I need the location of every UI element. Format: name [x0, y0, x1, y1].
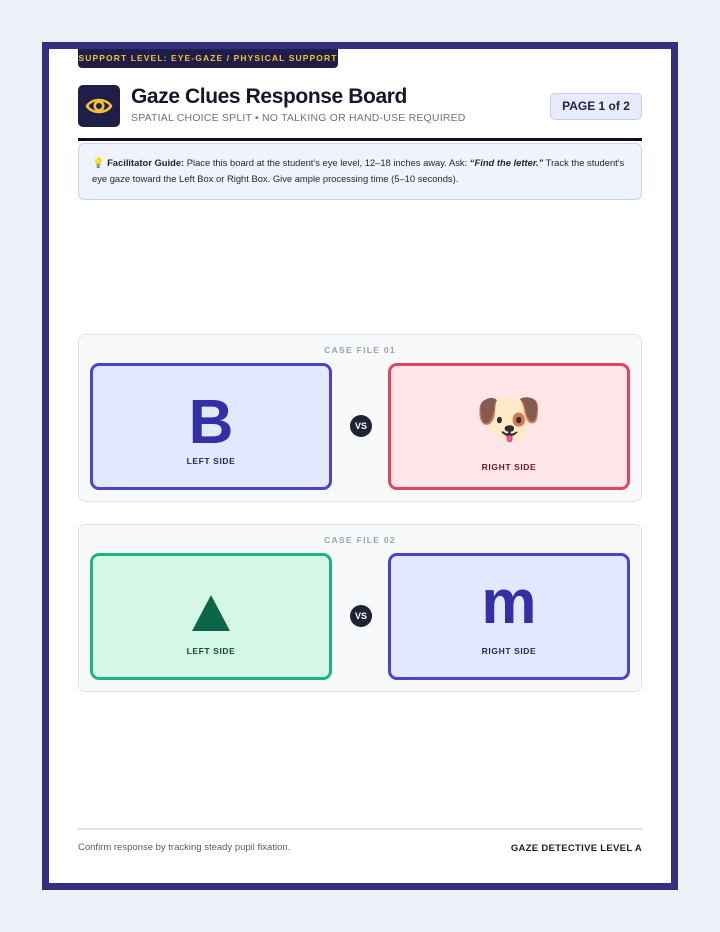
case-file-02: [78, 524, 642, 692]
footer-instruction: Confirm response by tracking steady pupil fixation.: [78, 842, 291, 853]
footer-level: GAZE DETECTIVE LEVEL A: [510, 843, 642, 854]
header-divider: [78, 138, 642, 141]
footer-divider: [78, 828, 642, 830]
left-side-label: LEFT SIDE: [186, 646, 236, 656]
guide-text-before: Place this board at the student's eye level, 12–18 inches away. Ask:: [184, 157, 470, 168]
case-file-label: CASE FILE 01: [324, 345, 396, 355]
case-file-01: [78, 334, 642, 502]
eye-icon: [78, 85, 120, 127]
support-level-tab: SUPPORT LEVEL: EYE-GAZE / PHYSICAL SUPPORT: [78, 49, 338, 68]
vs-badge: VS: [350, 415, 372, 437]
guide-heading: Facilitator Guide:: [107, 157, 185, 168]
page-subtitle: SPATIAL CHOICE SPLIT • NO TALKING OR HAND-USE REQUIRED: [131, 112, 466, 124]
choice-left-letter-b[interactable]: [90, 363, 332, 490]
vs-badge: VS: [350, 605, 372, 627]
dog-face-icon: 🐶: [475, 389, 543, 449]
left-side-label: LEFT SIDE: [186, 456, 236, 466]
facilitator-guide: [78, 143, 642, 200]
guide-quote: “Find the letter.”: [469, 157, 544, 168]
right-side-label: RIGHT SIDE: [481, 462, 537, 472]
choice-left-triangle[interactable]: [90, 553, 332, 680]
page-indicator: PAGE 1 of 2: [550, 93, 642, 120]
right-side-label: RIGHT SIDE: [481, 646, 537, 656]
choice-right-letter-m[interactable]: [388, 553, 630, 680]
case-file-label: CASE FILE 02: [324, 535, 396, 545]
response-board-sheet: [42, 42, 678, 890]
triangle-shape-icon: [93, 594, 329, 634]
page-title: Gaze Clues Response Board: [131, 85, 407, 108]
letter-glyph: m: [481, 568, 537, 637]
choice-right-dog[interactable]: [388, 363, 630, 490]
guide-text-after: Track the student's eye gaze toward the Left Box or Right Box. Give ample processing time (5–10 seconds).: [92, 157, 625, 184]
letter-glyph: B: [188, 388, 234, 457]
lightbulb-icon: 💡: [92, 158, 105, 169]
